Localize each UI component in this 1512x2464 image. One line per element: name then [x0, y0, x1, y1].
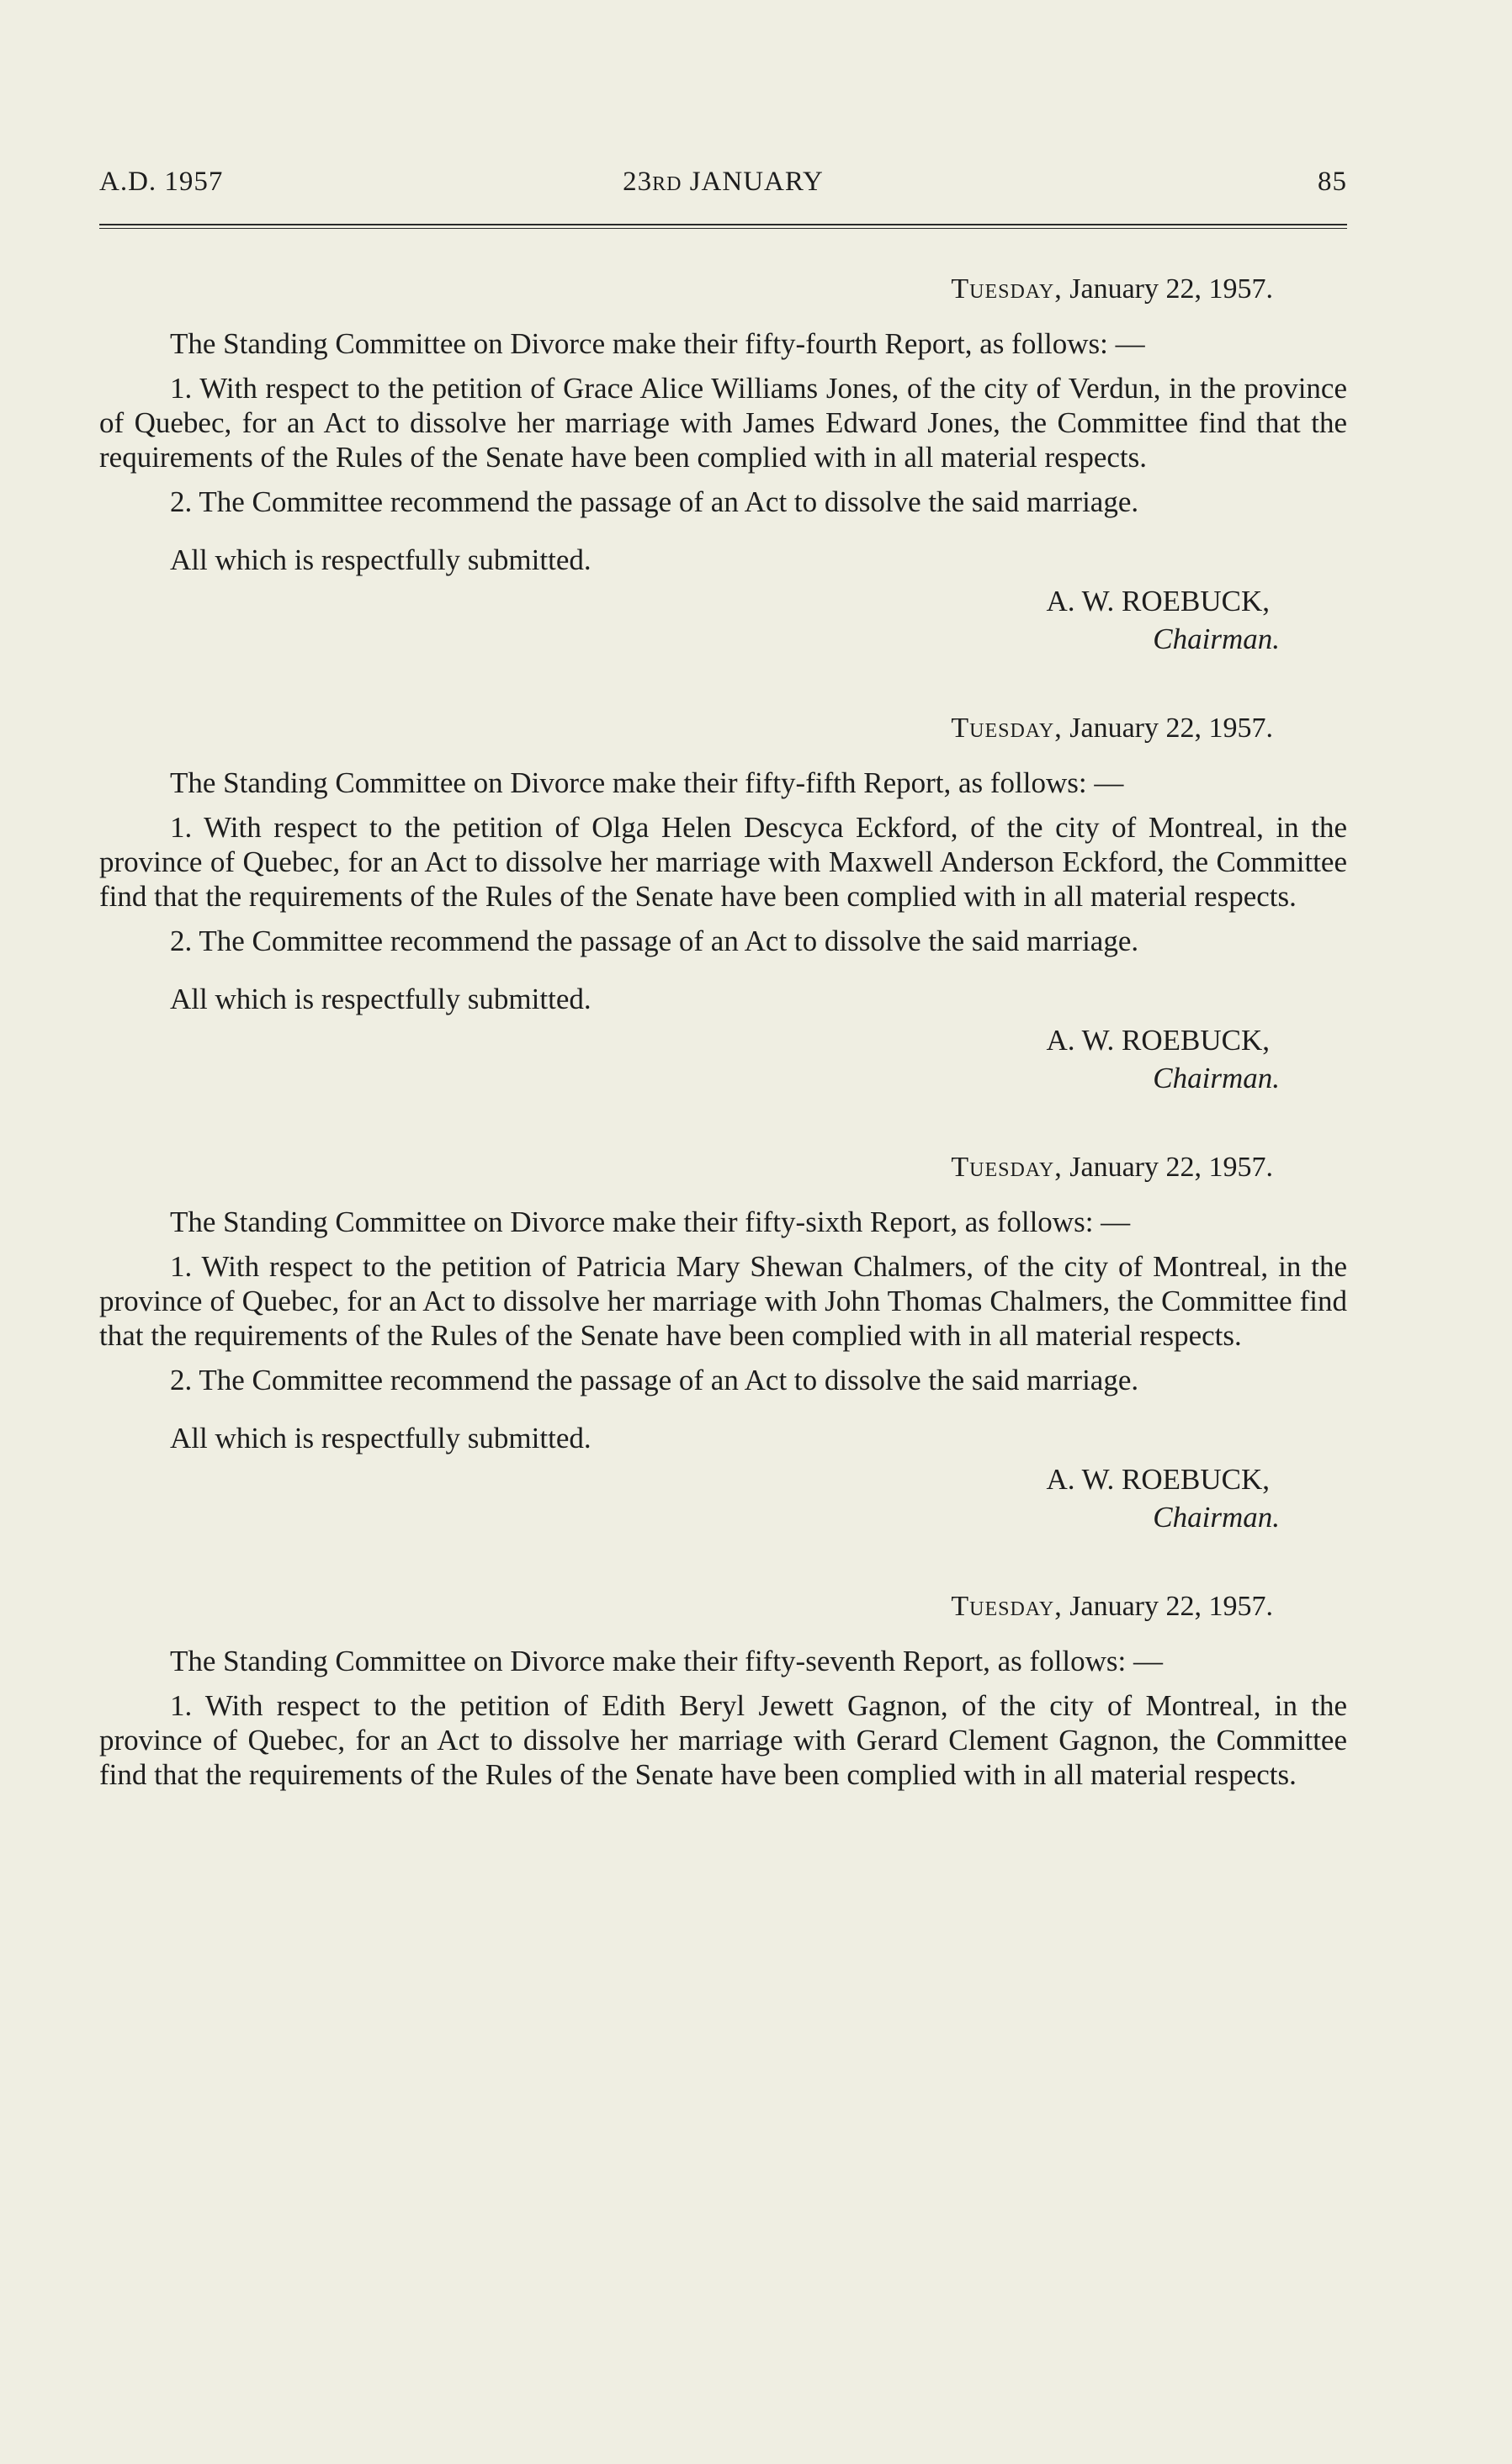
report-date-day: Tuesday,	[951, 713, 1063, 744]
header-date	[99, 167, 1347, 198]
report-date	[99, 710, 1347, 747]
report-item-2: 2. The Committee recommend the passage of an Act to dissolve the said marriage.	[170, 1364, 1139, 1396]
report-date	[99, 1588, 1347, 1625]
report-intro: The Standing Committee on Divorce make their fifty-sixth Report, as follows: —	[170, 1206, 1131, 1238]
header-day-suffix: RD	[652, 173, 682, 195]
report-intro: The Standing Committee on Divorce make their fifty-fourth Report, as follows: —	[170, 327, 1145, 360]
signer-title: Chairman.	[1153, 1501, 1280, 1534]
report-date-rest: January 22, 1957.	[1062, 1152, 1273, 1183]
report-item-1: 1. With respect to the petition of Grace Alice Williams Jones, of the city of Verdun, in the province of Quebec, for an Act to dissolve her marriage with James Edward Jones, the Committee find that the requirements of the Rules of the Senate have been complied with in all material respects.	[99, 372, 1347, 474]
header-year: A.D. 1957	[99, 167, 224, 197]
report-date-rest: January 22, 1957.	[1062, 273, 1273, 305]
report-submitted: All which is respectfully submitted.	[170, 543, 592, 576]
signature-block	[99, 1021, 1347, 1097]
report-fifty-fourth	[99, 271, 1347, 658]
signature-block	[99, 582, 1347, 658]
report-date	[99, 271, 1347, 308]
signer-name: A. W. ROEBUCK,	[1046, 585, 1270, 617]
report-item-1: 1. With respect to the petition of Edith Beryl Jewett Gagnon, of the city of Montreal, in the province of Quebec, for an Act to dissolve her marriage with Gerard Clement Gagnon, the Committee find that the requirements of the Rules of the Senate have been complied with in all material respects.	[99, 1689, 1347, 1791]
report-fifty-seventh	[99, 1588, 1347, 1792]
report-item-1: 1. With respect to the petition of Patricia Mary Shewan Chalmers, of the city of Montreal, in the province of Quebec, for an Act to dissolve her marriage with John Thomas Chalmers, the Committee find that the requirements of the Rules of the Senate have been complied with in all material respects.	[99, 1250, 1347, 1352]
report-date-day: Tuesday,	[951, 1591, 1063, 1622]
report-item-1: 1. With respect to the petition of Olga Helen Descyca Eckford, of the city of Montreal, in the province of Quebec, for an Act to dissolve her marriage with Maxwell Anderson Eckford, the Committee find that the requirements of the Rules of the Senate have been complied with in all material respects.	[99, 811, 1347, 913]
header-day-number: 23	[623, 167, 653, 197]
report-date-day: Tuesday,	[951, 273, 1063, 305]
report-submitted: All which is respectfully submitted.	[170, 1422, 592, 1455]
report-submitted: All which is respectfully submitted.	[170, 983, 592, 1015]
report-date-rest: January 22, 1957.	[1062, 713, 1273, 744]
header-rule	[99, 224, 1347, 229]
page-number: 85	[1318, 167, 1347, 197]
signer-title: Chairman.	[1153, 623, 1280, 655]
report-fifty-sixth	[99, 1149, 1347, 1536]
report-intro: The Standing Committee on Divorce make their fifty-seventh Report, as follows: —	[170, 1645, 1164, 1677]
header-month: JANUARY	[689, 167, 824, 197]
signature-block	[99, 1460, 1347, 1536]
report-date	[99, 1149, 1347, 1186]
report-item-2: 2. The Committee recommend the passage of an Act to dissolve the said marriage.	[170, 925, 1139, 957]
report-date-day: Tuesday,	[951, 1152, 1063, 1183]
signer-name: A. W. ROEBUCK,	[1046, 1024, 1270, 1057]
report-date-rest: January 22, 1957.	[1062, 1591, 1273, 1622]
signer-title: Chairman.	[1153, 1062, 1280, 1094]
signer-name: A. W. ROEBUCK,	[1046, 1463, 1270, 1496]
report-intro: The Standing Committee on Divorce make their fifty-fifth Report, as follows: —	[170, 766, 1124, 799]
report-item-2: 2. The Committee recommend the passage of an Act to dissolve the said marriage.	[170, 485, 1139, 518]
report-fifty-fifth	[99, 710, 1347, 1097]
running-head	[99, 167, 1347, 209]
